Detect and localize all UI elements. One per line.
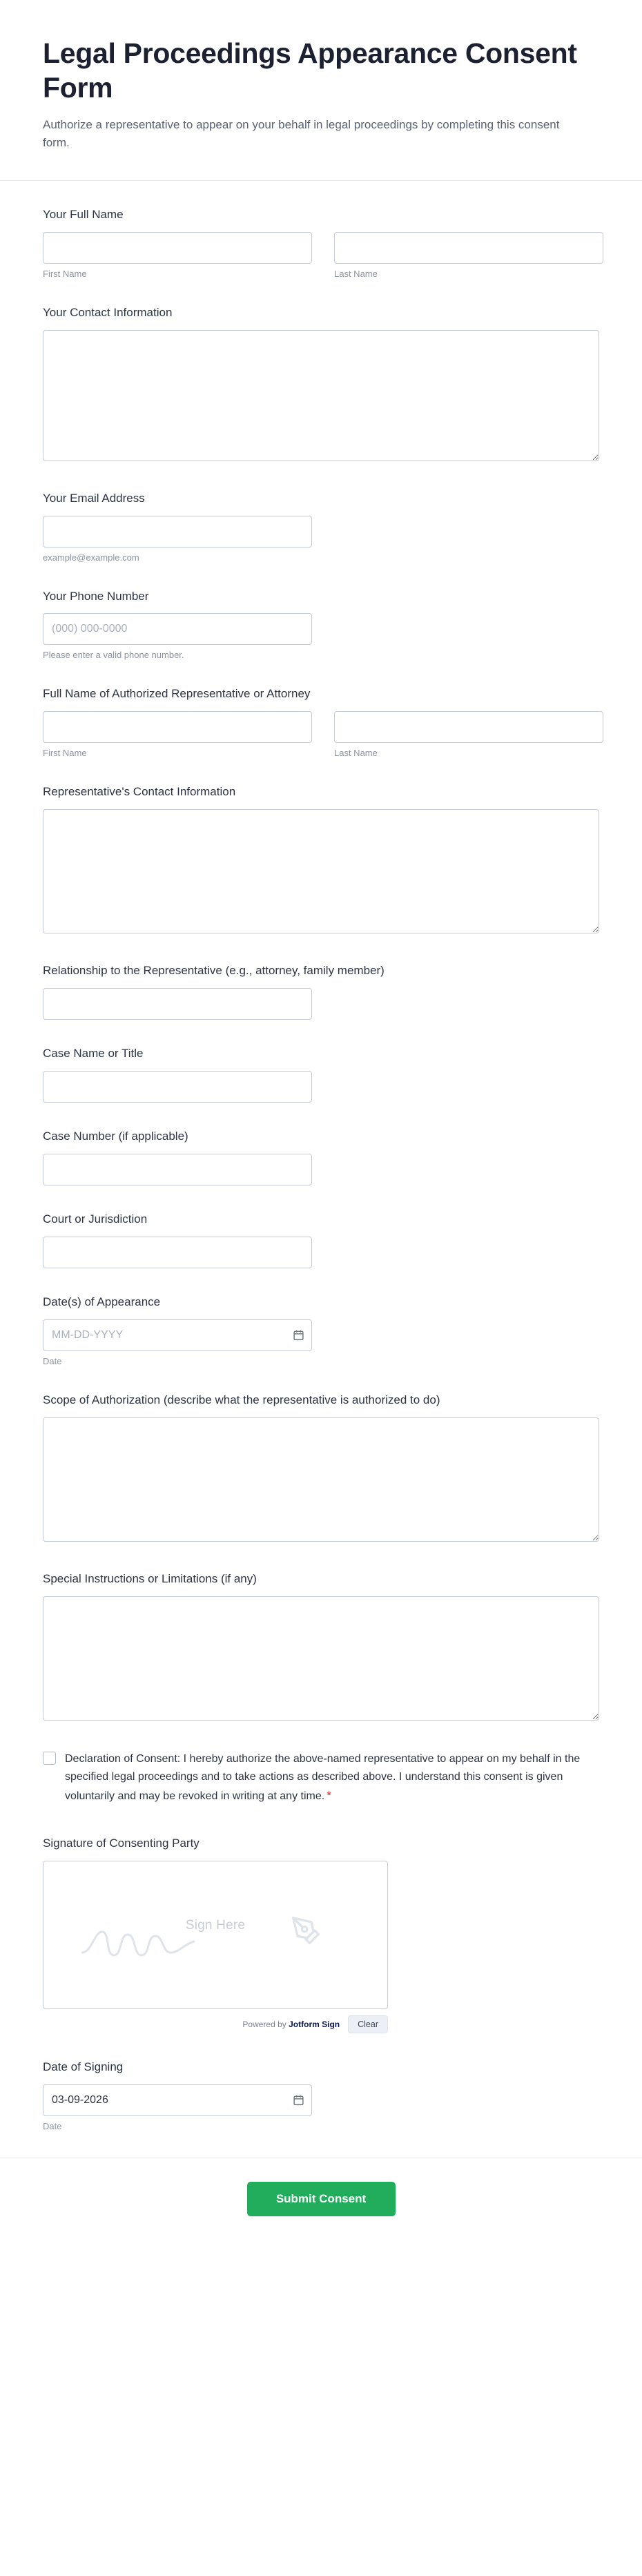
full-name-first-input[interactable] [43, 232, 312, 264]
phone-input[interactable] [43, 613, 312, 645]
court-jurisdiction-input[interactable] [43, 1237, 312, 1268]
scope-of-authorization-textarea[interactable] [43, 1417, 599, 1542]
email-sublabel: example@example.com [43, 552, 139, 563]
field-your-full-name [43, 207, 599, 279]
form-description: Authorize a representative to appear on your behalf in legal proceedings by completing this consent form. [43, 118, 560, 150]
label-appearance-date: Date(s) of Appearance [43, 1295, 161, 1309]
field-scope-of-authorization [43, 1393, 599, 1545]
relationship-input[interactable] [43, 988, 312, 1020]
case-name-input[interactable] [43, 1071, 312, 1103]
field-your-phone-number [43, 589, 599, 661]
rep-name-last-input[interactable] [334, 711, 603, 743]
powered-by-label [242, 2020, 340, 2029]
case-number-input[interactable] [43, 1154, 312, 1185]
signature-hint: Sign Here [185, 1918, 246, 1933]
rep-name-first-input[interactable] [43, 711, 312, 743]
rep-name-last-sublabel: Last Name [334, 748, 378, 759]
form-header [0, 0, 642, 181]
full-name-first-sublabel: First Name [43, 268, 87, 279]
powered-prefix: Powered by [242, 2019, 289, 2029]
declaration-of-consent-label: Declaration of Consent: I hereby authorize the above-named representative to appear on my behalf in the specified legal proceedings and to take actions as described above. I understand this consent is given voluntarily and may be revoked in writing at any time. [65, 1752, 581, 1802]
page-title: Legal Proceedings Appearance Consent Form [43, 37, 577, 104]
email-input[interactable] [43, 516, 312, 548]
rep-name-last-col [334, 711, 603, 758]
field-appearance-date [43, 1295, 599, 1366]
field-court-jurisdiction [43, 1212, 599, 1268]
field-your-contact-information [43, 305, 599, 465]
field-case-name [43, 1046, 599, 1103]
label-your-full-name: Your Full Name [43, 207, 124, 221]
field-representative-full-name [43, 686, 599, 758]
appearance-date-input[interactable] [43, 1319, 312, 1351]
signature-pad[interactable] [43, 1861, 388, 2009]
appearance-date-sublabel: Date [43, 1356, 62, 1367]
your-contact-information-textarea[interactable] [43, 330, 599, 461]
special-instructions-textarea[interactable] [43, 1596, 599, 1721]
label-relationship: Relationship to the Representative (e.g., attorney, family member) [43, 964, 385, 978]
full-name-last-col [334, 232, 603, 279]
date-of-signing-sublabel: Date [43, 2120, 62, 2131]
full-name-last-sublabel: Last Name [334, 268, 378, 279]
signature-squiggle-icon [79, 1925, 204, 1967]
date-of-signing-input[interactable] [43, 2084, 312, 2116]
label-your-phone-number: Your Phone Number [43, 589, 149, 603]
field-signature [43, 1836, 599, 2033]
phone-sublabel: Please enter a valid phone number. [43, 650, 184, 661]
form-body [0, 181, 642, 2131]
field-relationship [43, 963, 599, 1020]
label-your-email-address: Your Email Address [43, 491, 145, 505]
field-representative-contact-information [43, 784, 599, 937]
representative-contact-textarea[interactable] [43, 809, 599, 933]
pen-icon [291, 1915, 321, 1949]
declaration-of-consent-text [65, 1750, 599, 1805]
clear-signature-button[interactable]: Clear [348, 2015, 388, 2033]
label-special-instructions: Special Instructions or Limitations (if any) [43, 1571, 257, 1585]
label-scope-of-authorization: Scope of Authorization (describe what the representative is authorized to do) [43, 1393, 440, 1407]
powered-brand: Jotform Sign [289, 2019, 340, 2029]
field-your-email-address [43, 491, 599, 563]
field-case-number [43, 1129, 599, 1185]
form-footer [0, 2158, 642, 2252]
field-date-of-signing [43, 2060, 599, 2131]
declaration-of-consent-checkbox[interactable] [43, 1752, 56, 1765]
label-signature: Signature of Consenting Party [43, 1836, 200, 1850]
label-case-name: Case Name or Title [43, 1047, 144, 1061]
full-name-last-input[interactable] [334, 232, 603, 264]
label-representative-contact-information: Representative's Contact Information [43, 785, 236, 799]
full-name-first-col [43, 232, 312, 279]
label-case-number: Case Number (if applicable) [43, 1130, 188, 1143]
label-date-of-signing: Date of Signing [43, 2060, 124, 2073]
submit-consent-button[interactable]: Submit Consent [247, 2182, 396, 2216]
label-representative-full-name: Full Name of Authorized Representative or Attorney [43, 687, 311, 701]
required-asterisk: * [327, 1788, 331, 1802]
signature-footer [43, 2015, 388, 2033]
declaration-of-consent-row[interactable] [43, 1750, 599, 1805]
label-your-contact-information: Your Contact Information [43, 305, 173, 319]
rep-name-first-col [43, 711, 312, 758]
rep-name-first-sublabel: First Name [43, 748, 87, 759]
field-special-instructions [43, 1571, 599, 1724]
label-court-jurisdiction: Court or Jurisdiction [43, 1212, 148, 1226]
